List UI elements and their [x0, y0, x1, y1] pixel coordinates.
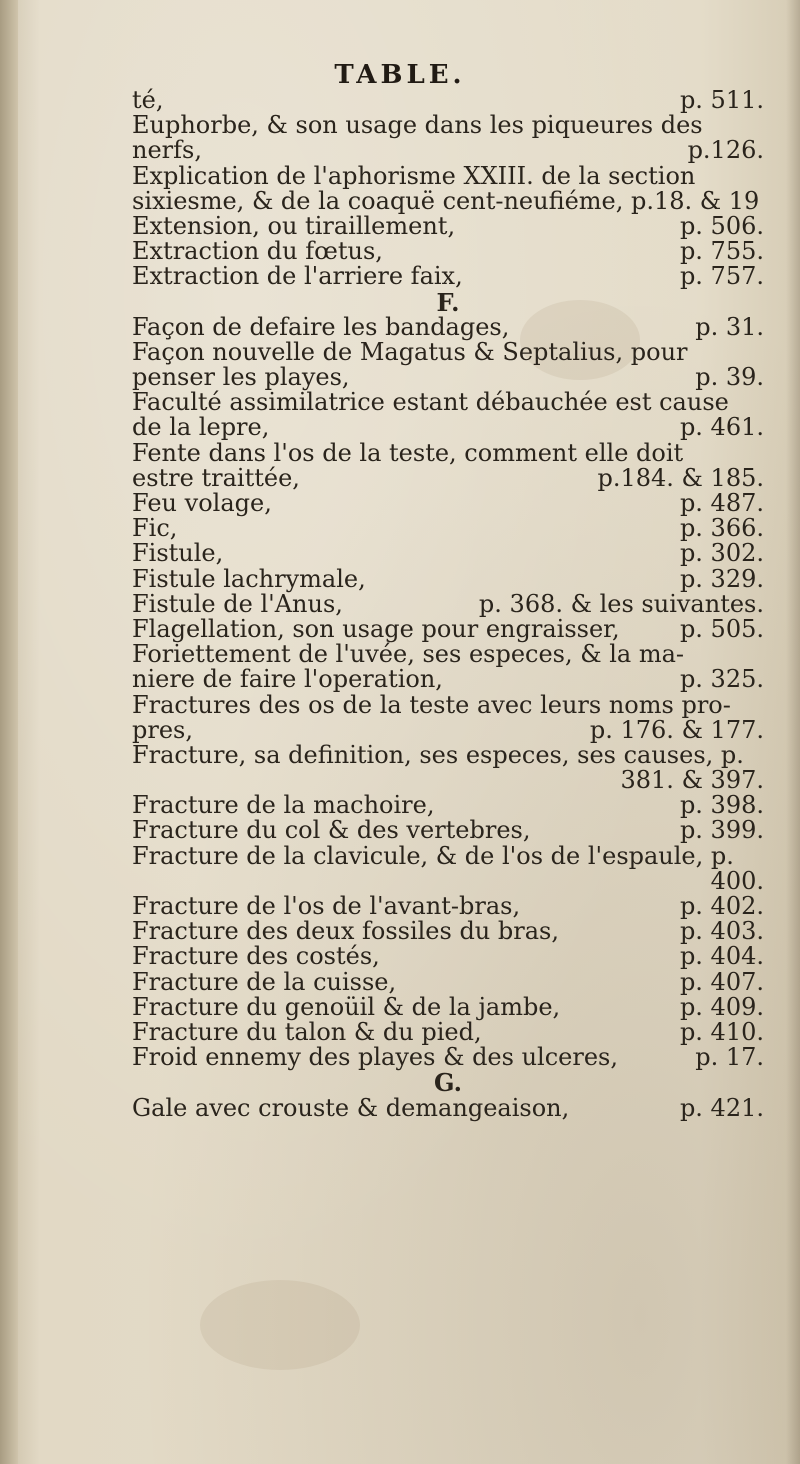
- entry-text: pres,: [132, 715, 193, 744]
- entry-text: Gale avec crouste & demangeaison,: [132, 1093, 570, 1122]
- index-entry: [132, 715, 764, 744]
- entry-page-ref: p. 755.: [679, 237, 764, 266]
- index-entry: [132, 463, 764, 492]
- index-entry: [132, 365, 764, 390]
- entry-text: penser les playes,: [132, 363, 350, 392]
- index-entry: [132, 667, 764, 692]
- entry-text: Fistule lachrymale,: [132, 564, 366, 593]
- index-entry: [132, 919, 764, 944]
- entry-page-ref: p. 366.: [679, 514, 764, 543]
- entry-page-ref: p.184. & 185.: [597, 463, 764, 492]
- index-entry: [132, 740, 764, 769]
- section-letter: F.: [436, 287, 460, 317]
- entry-page-ref: p. 487.: [679, 489, 764, 517]
- entry-text: Fistule de l'Anus,: [132, 589, 343, 618]
- entry-text: de la lepre,: [132, 413, 270, 442]
- entry-text: Extraction du fœtus,: [132, 237, 383, 266]
- index-entry: [132, 415, 764, 440]
- entry-page-ref: p. 461.: [679, 413, 764, 442]
- entry-text: estre traittée,: [132, 463, 300, 492]
- entry-page-ref: p. 17.: [695, 1043, 764, 1072]
- index-entry: [132, 992, 764, 1021]
- entry-text: Fracture, sa definition, ses especes, ses causes, p.: [132, 740, 744, 769]
- index-entry: [132, 312, 764, 341]
- entry-text: Fic,: [132, 514, 178, 543]
- entry-text: Explication de l'aphorisme XXIII. de la section: [132, 161, 696, 190]
- entry-text: Faculté assimilatrice estant débauchée est cause: [132, 388, 729, 417]
- entry-page-ref: p. 329.: [679, 564, 764, 593]
- index-entry: [132, 337, 764, 366]
- index-entry: [132, 589, 764, 618]
- entry-text: Fracture de l'os de l'avant-bras,: [132, 892, 521, 920]
- entry-text: Fracture du genoüil & de la jambe,: [132, 992, 561, 1021]
- index-entry: [132, 944, 764, 969]
- index-entry: [132, 161, 764, 190]
- entry-text: Fractures des os de la teste avec leurs noms pro-: [132, 690, 731, 719]
- entry-text: Façon nouvelle de Magatus & Septalius, pour: [132, 337, 688, 366]
- entry-text: Froid ennemy des playes & des ulceres,: [132, 1043, 618, 1072]
- entry-text: sixiesme, & de la coaquë cent-neufiéme, p.18. & 19: [132, 186, 760, 215]
- entry-text: té,: [132, 86, 164, 114]
- index-entry: [132, 541, 764, 566]
- paper-stain: [200, 1280, 360, 1370]
- index-entry: [132, 438, 764, 467]
- entry-text: Extraction de l'arriere faix,: [132, 262, 463, 291]
- entry-page-ref: p. 368. & les suivantes.: [478, 589, 764, 618]
- entry-page-ref: p. 421.: [679, 1093, 764, 1122]
- entry-text: Foriettement de l'uvée, ses especes, & la ma-: [132, 640, 685, 669]
- entry-page-continuation: 381. & 397.: [620, 766, 764, 795]
- index-entry: [132, 491, 764, 516]
- index-entry: [132, 390, 764, 415]
- entry-text: Fracture de la cuisse,: [132, 967, 397, 996]
- index-entry: [132, 113, 764, 138]
- index-entry: [132, 1093, 764, 1122]
- page-edge-shadow: [786, 0, 800, 1464]
- entry-text: Fracture des costés,: [132, 942, 380, 971]
- index-entry: [132, 516, 764, 541]
- entry-page-ref: p. 505.: [679, 614, 764, 643]
- entry-page-ref: p. 410.: [679, 1017, 764, 1046]
- entry-page-ref: p. 31.: [695, 312, 764, 341]
- index-entries: [132, 88, 764, 1121]
- entry-text: nerfs,: [132, 136, 202, 165]
- index-entry: [132, 264, 764, 289]
- entry-page-ref: p. 506.: [679, 211, 764, 240]
- index-entry: [132, 138, 764, 163]
- index-entry: [132, 88, 764, 113]
- entry-page-ref: p. 404.: [679, 942, 764, 971]
- entry-page-ref: p. 176. & 177.: [589, 715, 764, 744]
- index-entry: [132, 690, 764, 719]
- entry-text: Feu volage,: [132, 489, 272, 517]
- entry-text: Fracture des deux fossiles du bras,: [132, 917, 559, 946]
- entry-text: Extension, ou tiraillement,: [132, 211, 456, 240]
- index-entry: [132, 1045, 764, 1070]
- index-entry: [132, 967, 764, 996]
- index-entry: [132, 211, 764, 240]
- section-letter: G.: [434, 1068, 462, 1098]
- index-entry: [132, 564, 764, 593]
- entry-page-ref: p. 757.: [679, 262, 764, 291]
- entry-text: Façon de defaire les bandages,: [132, 312, 510, 341]
- index-entry: [132, 793, 764, 818]
- entry-text: Fracture de la clavicule, & de l'os de l'espaule, p.: [132, 841, 734, 870]
- page-header: TABLE.: [334, 60, 466, 90]
- entry-page-ref: p. 398.: [679, 791, 764, 820]
- entry-page-continuation: 400.: [710, 866, 764, 895]
- index-entry: [132, 642, 764, 667]
- page-gutter: [0, 0, 18, 1464]
- entry-page-ref: p. 403.: [679, 917, 764, 946]
- entry-text: Flagellation, son usage pour engraisser,: [132, 614, 620, 643]
- index-entry: [132, 818, 764, 843]
- entry-text: Fente dans l'os de la teste, comment elle doit: [132, 438, 684, 467]
- entry-page-ref: p. 325.: [679, 665, 764, 694]
- entry-page-ref: p. 39.: [695, 363, 764, 392]
- index-entry: [132, 614, 764, 643]
- entry-page-ref: p. 402.: [679, 892, 764, 920]
- entry-text: Fracture de la machoire,: [132, 791, 435, 820]
- index-entry: [132, 841, 764, 870]
- entry-page-ref: p. 407.: [679, 967, 764, 996]
- entry-page-ref: p.126.: [687, 136, 764, 165]
- entry-text: Fracture du talon & du pied,: [132, 1017, 482, 1046]
- index-entry: [132, 1017, 764, 1046]
- entry-text: Euphorbe, & son usage dans les piqueures des: [132, 111, 703, 140]
- entry-text: Fistule,: [132, 539, 224, 568]
- entry-page-ref: p. 302.: [679, 539, 764, 568]
- index-entry: [132, 239, 764, 264]
- entry-page-ref: p. 409.: [679, 992, 764, 1021]
- index-entry: [132, 186, 764, 215]
- entry-page-ref: p. 399.: [679, 816, 764, 845]
- index-entry: [132, 894, 764, 919]
- entry-text: niere de faire l'operation,: [132, 665, 443, 694]
- entry-text: Fracture du col & des vertebres,: [132, 816, 531, 845]
- entry-page-ref: p. 511.: [679, 86, 764, 114]
